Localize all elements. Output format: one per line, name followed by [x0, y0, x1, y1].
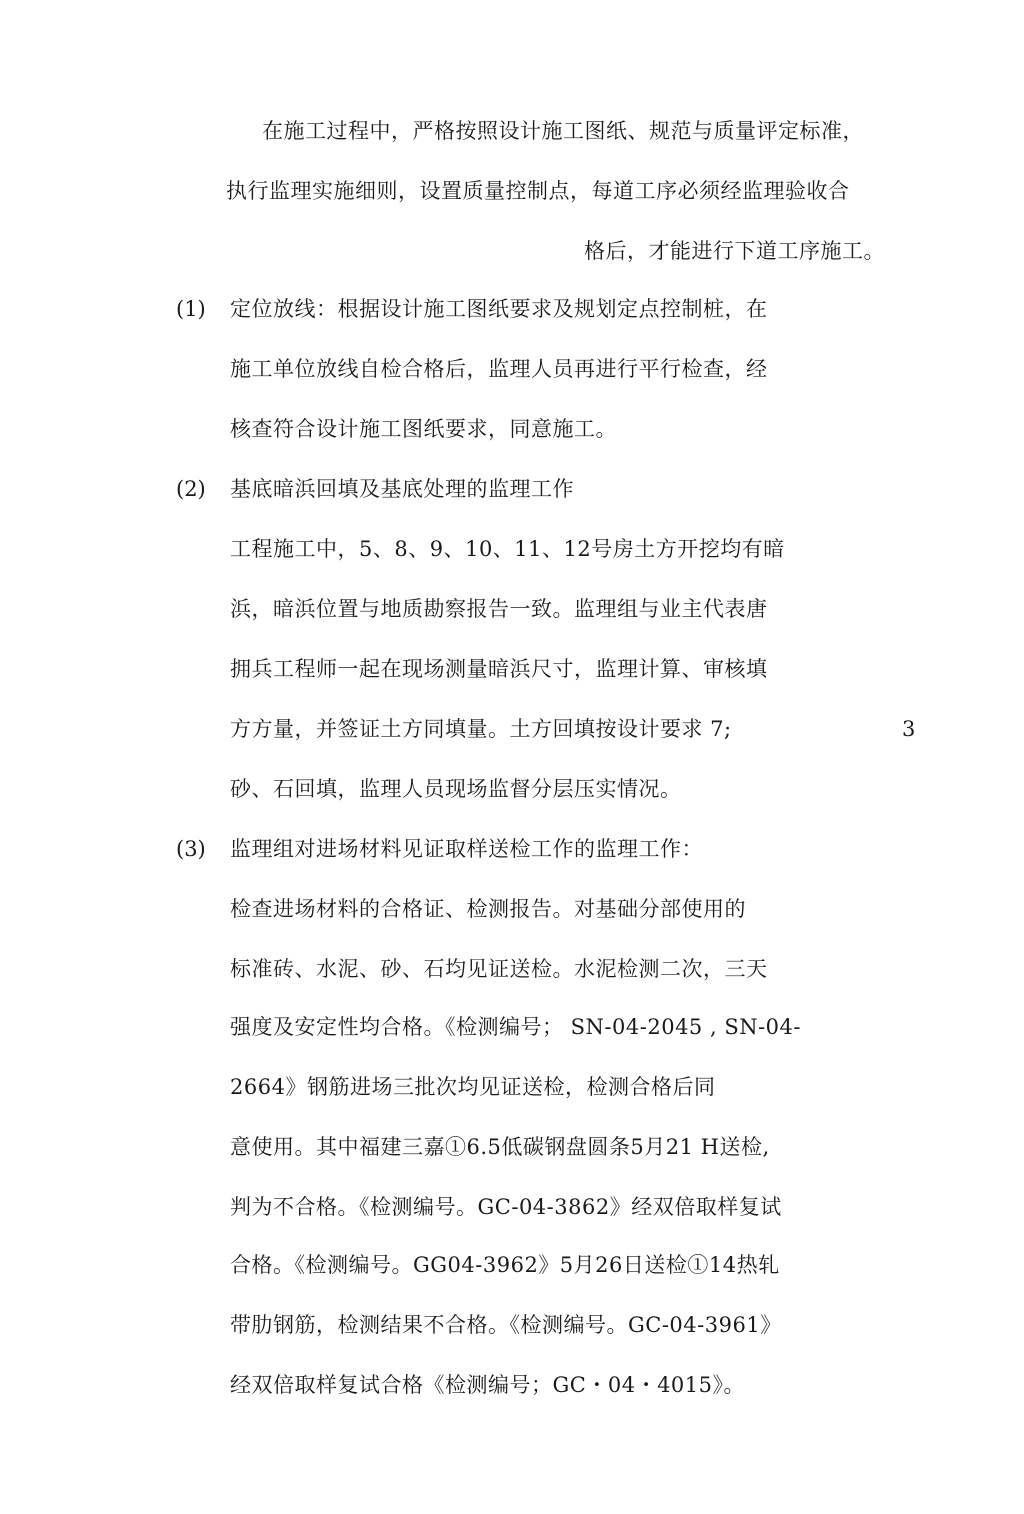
section-3-line: 2664》钢筋进场三批次均见证送检，检测合格后同: [230, 1075, 716, 1099]
section-2-line: 工程施工中，5、8、9、10、11、12号房土方开挖均有暗: [230, 537, 785, 561]
section-2-line: 浜，暗浜位置与地质勘察报告一致。监理组与业主代表唐: [230, 597, 768, 621]
section-1-line: 定位放线：根据设计施工图纸要求及规划定点控制桩，在: [230, 297, 768, 321]
intro-line-1: 在施工过程中，严格按照设计施工图纸、规范与质量评定标准，: [262, 119, 864, 143]
page-number: 3: [902, 717, 916, 741]
section-2-line: 拥兵工程师一起在现场测量暗浜尺寸，监理计算、审核填: [230, 657, 768, 681]
section-2-line: 方方量，并签证土方同填量。土方回填按设计要求 7;: [230, 717, 732, 741]
section-3-line: 检查进场材料的合格证、检测报告。对基础分部使用的: [230, 897, 746, 921]
section-2-line: 砂、石回填，监理人员现场监督分层压实情况。: [230, 777, 682, 801]
intro-line-2: 执行监理实施细则，设置质量控制点，每道工序必须经监理验收合: [226, 179, 850, 203]
section-3-line: 强度及安定性均合格。《检测编号； SN-04-2045 , SN-04-: [230, 1015, 801, 1039]
section-1-line: 核查符合设计施工图纸要求，同意施工。: [230, 417, 617, 441]
section-2-line: 基底暗浜回填及基底处理的监理工作: [230, 477, 574, 501]
section-1-number: (1): [176, 297, 206, 321]
section-3-line: 标准砖、水泥、砂、石均见证送检。水泥检测二次，三天: [230, 957, 768, 981]
intro-line-3: 格后，才能进行下道工序施工。: [584, 239, 885, 263]
section-3-line: 经双倍取样复试合格《检测编号；GC・04・4015》。: [230, 1373, 746, 1397]
section-2-number: (2): [176, 477, 206, 501]
section-3-line: 监理组对进场材料见证取样送检工作的监理工作：: [230, 837, 703, 861]
section-3-line: 判为不合格。《检测编号。GC-04-3862》经双倍取样复试: [230, 1195, 782, 1219]
section-3-line: 合格。《检测编号。GG04-3962》5月26日送检①14热轧: [230, 1253, 780, 1277]
section-3-line: 带肋钢筋，检测结果不合格。《检测编号。GC-04-3961》: [230, 1313, 782, 1337]
section-3-number: (3): [176, 837, 206, 861]
section-1-line: 施工单位放线自检合格后，监理人员再进行平行检查，经: [230, 357, 768, 381]
section-3-line: 意使用。其中福建三嘉①6.5低碳钢盘圆条5月21 H送检,: [230, 1135, 770, 1159]
